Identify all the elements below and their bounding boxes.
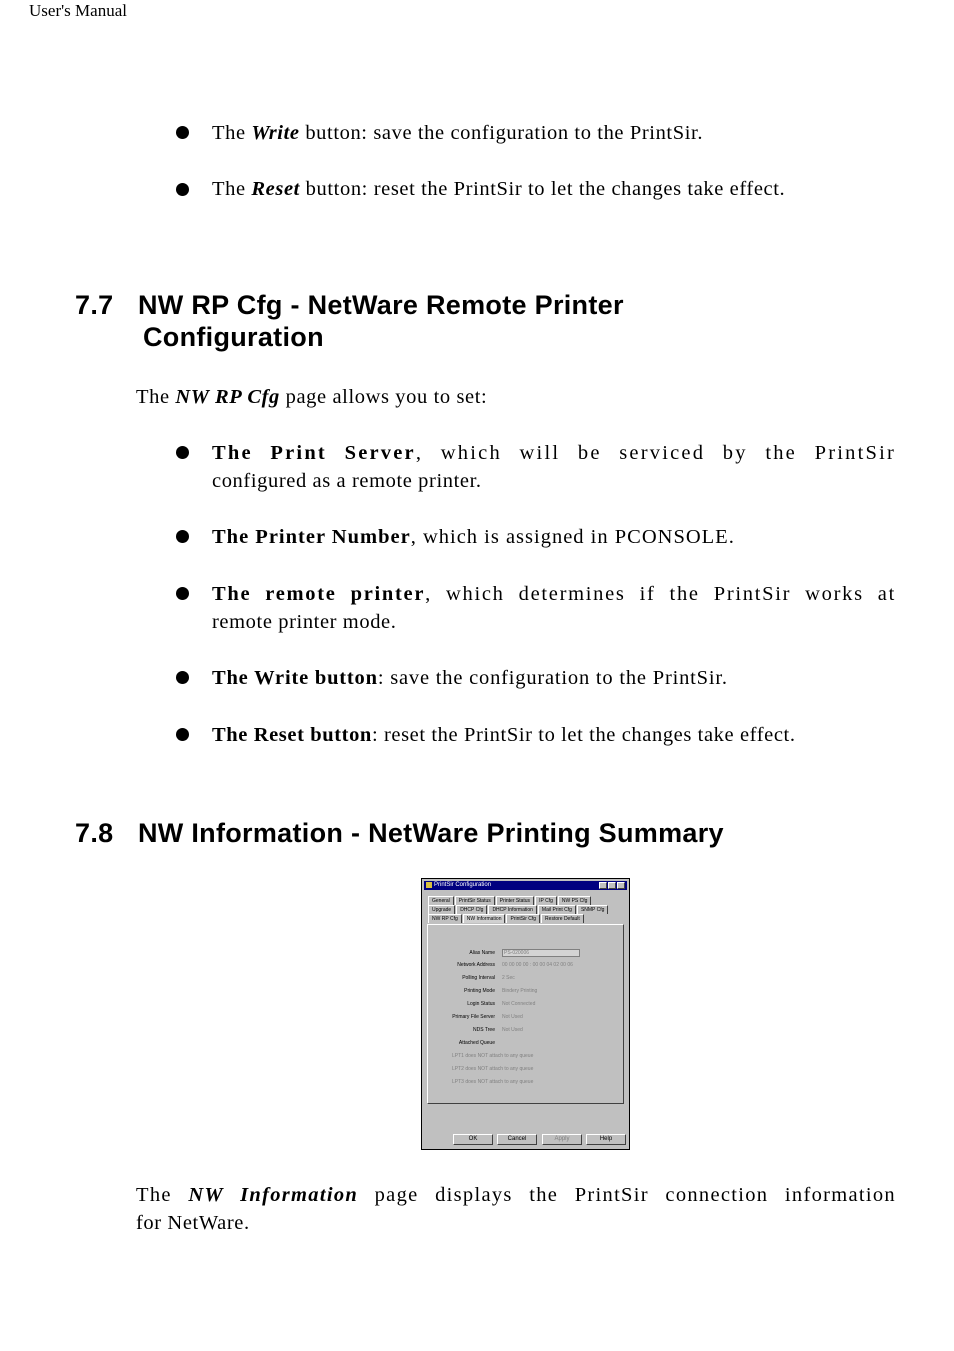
ok-button: OK bbox=[453, 1134, 493, 1145]
tab-nw-information: NW Information bbox=[463, 914, 506, 923]
minimize-icon bbox=[599, 882, 607, 889]
bullet-dot bbox=[176, 671, 189, 684]
app-icon bbox=[426, 882, 432, 888]
bullet-dot bbox=[176, 446, 189, 459]
write-button-bullet-2: The Write button: save the configuration to the PrintSir. bbox=[212, 667, 728, 689]
bullet-dot bbox=[176, 587, 189, 600]
dialog-titlebar: PrintSir Configuration bbox=[424, 881, 627, 890]
tab-printsir-status: PrintSir Status bbox=[455, 896, 495, 905]
write-term: Write bbox=[251, 122, 300, 144]
queue-line: LPT2 does NOT attach to any queue bbox=[452, 1066, 534, 1072]
remote-printer-bullet: The remote printer, which determines if the PrintSir works at remote printer mode. bbox=[212, 583, 896, 633]
section-7-7-heading: 7.7 NW RP Cfg - NetWare Remote Printer Configuration bbox=[75, 290, 624, 352]
field-value: 2 Sec bbox=[502, 975, 515, 981]
bullet-dot bbox=[176, 728, 189, 741]
printsir-config-dialog-screenshot bbox=[421, 878, 630, 1150]
tab-row-3 bbox=[428, 914, 585, 923]
field-label: Attached Queue bbox=[458, 1040, 495, 1046]
tab-nw-rp-cfg: NW RP Cfg bbox=[428, 914, 462, 923]
tab-upgrade: Upgrade bbox=[428, 905, 455, 914]
bullet-dot bbox=[176, 126, 189, 139]
field-value: 00 00 00 00 : 00 00 04 02 00 06 bbox=[502, 962, 573, 968]
tab-printsir-cfg: PrintSir Cfg bbox=[506, 914, 540, 923]
running-header: User's Manual bbox=[29, 1, 127, 20]
tab-mail-print-cfg: Mail Print Cfg bbox=[538, 905, 576, 914]
field-label: Login Status bbox=[467, 1001, 495, 1007]
tab-dhcp-information: DHCP Information bbox=[488, 905, 536, 914]
bullet-dot bbox=[176, 183, 189, 196]
field-label: Polling Interval bbox=[462, 975, 495, 981]
field-value: Not Used bbox=[502, 1027, 523, 1033]
write-button-bullet: The Write button: save the configuration to the PrintSir. bbox=[212, 122, 704, 144]
tab-dhcp-cfg: DHCP Cfg bbox=[456, 905, 487, 914]
field-value: Not Connected bbox=[502, 1001, 536, 1007]
bullet-dot bbox=[176, 530, 189, 543]
queue-line: LPT3 does NOT attach to any queue bbox=[452, 1079, 534, 1085]
field-label: Primary File Server bbox=[452, 1014, 495, 1020]
cancel-button: Cancel bbox=[497, 1134, 537, 1145]
field-label: Alias Name bbox=[469, 950, 495, 956]
tab-restore-default: Restore Default bbox=[541, 914, 584, 923]
section-7-8-paragraph: The NW Information page displays the PrintSir connection information for NetWare. bbox=[136, 1184, 896, 1234]
section-number: 7.7 bbox=[75, 290, 114, 320]
reset-button-bullet: The Reset button: reset the PrintSir to let the changes take effect. bbox=[212, 178, 786, 200]
section-number: 7.8 bbox=[75, 818, 114, 848]
tab-general: General bbox=[428, 896, 454, 905]
tab-printer-status: Printer Status bbox=[496, 896, 534, 905]
help-button: Help bbox=[586, 1134, 626, 1145]
field-label: Network Address bbox=[457, 962, 495, 968]
queue-line: LPT1 does NOT attach to any queue bbox=[452, 1053, 534, 1059]
tab-snmp-cfg: SNMP Cfg bbox=[577, 905, 609, 914]
reset-term: Reset bbox=[251, 178, 300, 200]
field-label: NDS Tree bbox=[473, 1027, 495, 1033]
tab-row-2 bbox=[428, 905, 609, 914]
reset-button-bullet-2: The Reset button: reset the PrintSir to let the changes take effect. bbox=[212, 724, 796, 746]
tab-ip-cfg: IP Cfg bbox=[535, 896, 557, 905]
apply-button: Apply bbox=[542, 1134, 582, 1145]
alias-name-field: PS-020006 bbox=[502, 949, 580, 957]
close-icon bbox=[617, 882, 625, 889]
printer-number-bullet: The Printer Number, which is assigned in PCONSOLE. bbox=[212, 526, 735, 548]
field-value: Not Used bbox=[502, 1014, 523, 1020]
field-label: Printing Mode bbox=[464, 988, 495, 994]
maximize-icon bbox=[608, 882, 616, 889]
print-server-bullet: The Print Server, which will be serviced by the PrintSir configured as a remote printer. bbox=[212, 442, 896, 492]
tab-row-1 bbox=[428, 896, 592, 905]
tab-nw-ps-cfg: NW PS Cfg bbox=[558, 896, 592, 905]
section-7-8-heading: 7.8 NW Information - NetWare Printing Summary bbox=[75, 818, 724, 848]
field-value: Bindery Printing bbox=[502, 988, 538, 994]
section-7-7-intro: The NW RP Cfg page allows you to set: bbox=[136, 386, 488, 408]
